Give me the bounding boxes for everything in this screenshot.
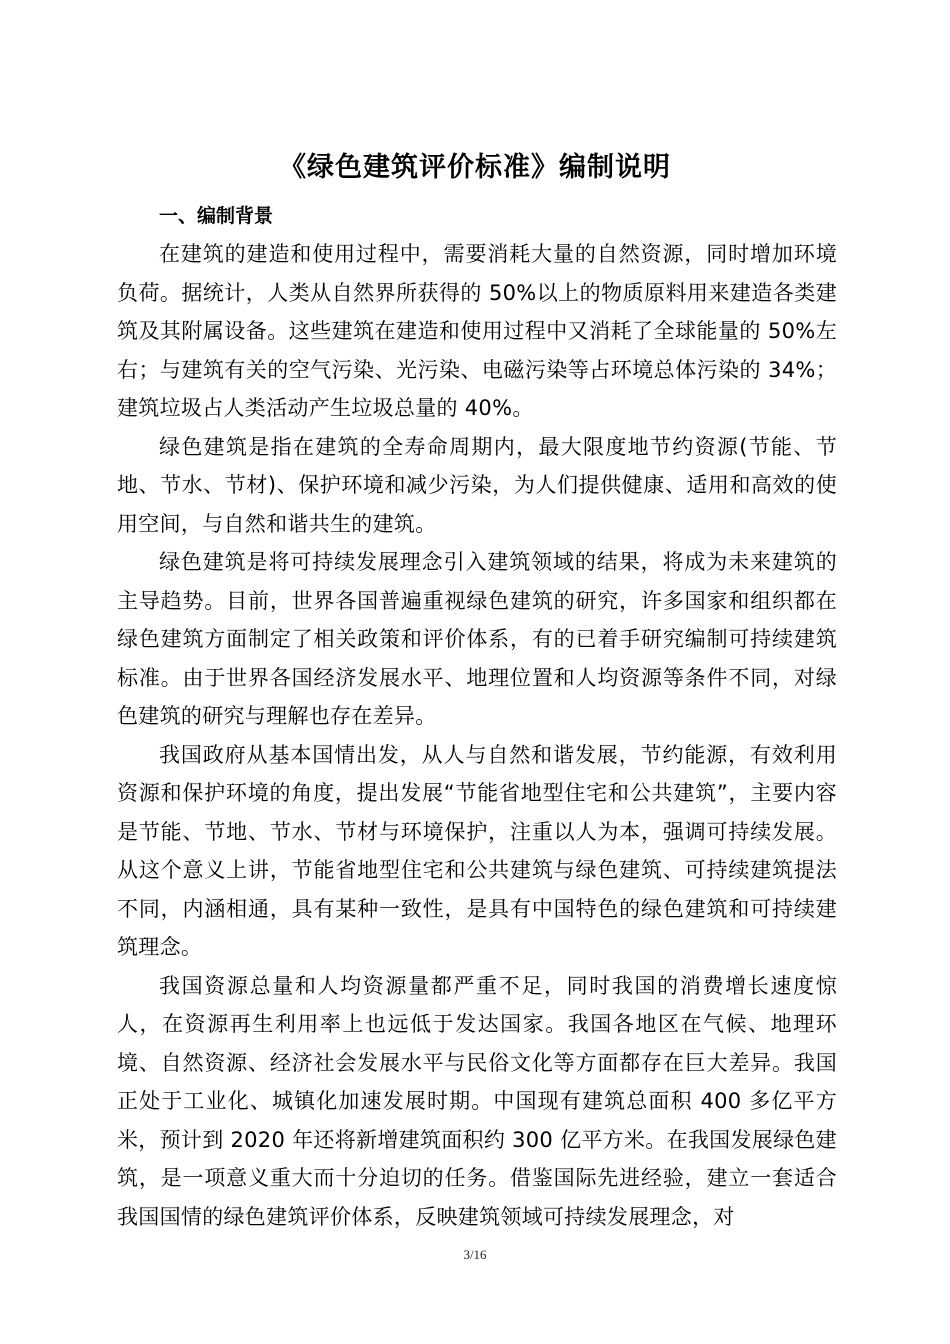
paragraph-3: 绿色建筑是将可持续发展理念引入建筑领域的结果，将成为未来建筑的主导趋势。目前，世界各国普遍重视绿色建筑的研究，许多国家和组织都在绿色建筑方面制定了相关政策和评价体系，有的已着手研究编制可持续建筑标准。由于世界各国经济发展水平、地理位置和人均资源等条件不同，对绿色建筑的研究与理解也存在差异。	[117, 550, 837, 728]
paragraph-4: 我国政府从基本国情出发，从人与自然和谐发展，节约能源，有效利用资源和保护环境的角度，提出发展“节能省地型住宅和公共建筑”，主要内容是节能、节地、节水、节材与环境保护，注重以人为本，强调可持续发展。从这个意义上讲，节能省地型住宅和公共建筑与绿色建筑、可持续建筑提法不同，内涵相通，具有某种一致性，是具有中国特色的绿色建筑和可持续建筑理念。	[117, 742, 837, 959]
paragraph-2: 绿色建筑是指在建筑的全寿命周期内，最大限度地节约资源(节能、节地、节水、节材)、保护环境和减少污染，为人们提供健康、适用和高效的使用空间，与自然和谐共生的建筑。	[117, 434, 837, 536]
paragraph-5: 我国资源总量和人均资源量都严重不足，同时我国的消费增长速度惊人，在资源再生利用率上也远低于发达国家。我国各地区在气候、地理环境、自然资源、经济社会发展水平与民俗文化等方面都存在巨大差异。我国正处于工业化、城镇化加速发展时期。中国现有建筑总面积 400 多亿平方米，预计到 2020 年还将新增建筑面积约 300 亿平方米。在我国发展绿色建筑，是一项意义重大而十分迫切的任务。借鉴国际先进经验，建立一套适合我国国情的绿色建筑评价体系，反映建筑领域可持续发展理念，对	[117, 973, 837, 1229]
page-number: 3/16	[463, 1247, 487, 1262]
section-heading: 一、编制背景	[159, 205, 274, 227]
document-body	[117, 235, 837, 1236]
document-title: 《绿色建筑评价标准》编制说明	[279, 152, 671, 183]
paragraph-1: 在建筑的建造和使用过程中，需要消耗大量的自然资源，同时增加环境负荷。据统计，人类从自然界所获得的 50%以上的物质原料用来建造各类建筑及其附属设备。这些建筑在建造和使用过程中又消耗了全球能量的 50%左右；与建筑有关的空气污染、光污染、电磁污染等占环境总体污染的 34%；建筑垃圾占人类活动产生垃圾总量的 40%。	[117, 242, 837, 420]
